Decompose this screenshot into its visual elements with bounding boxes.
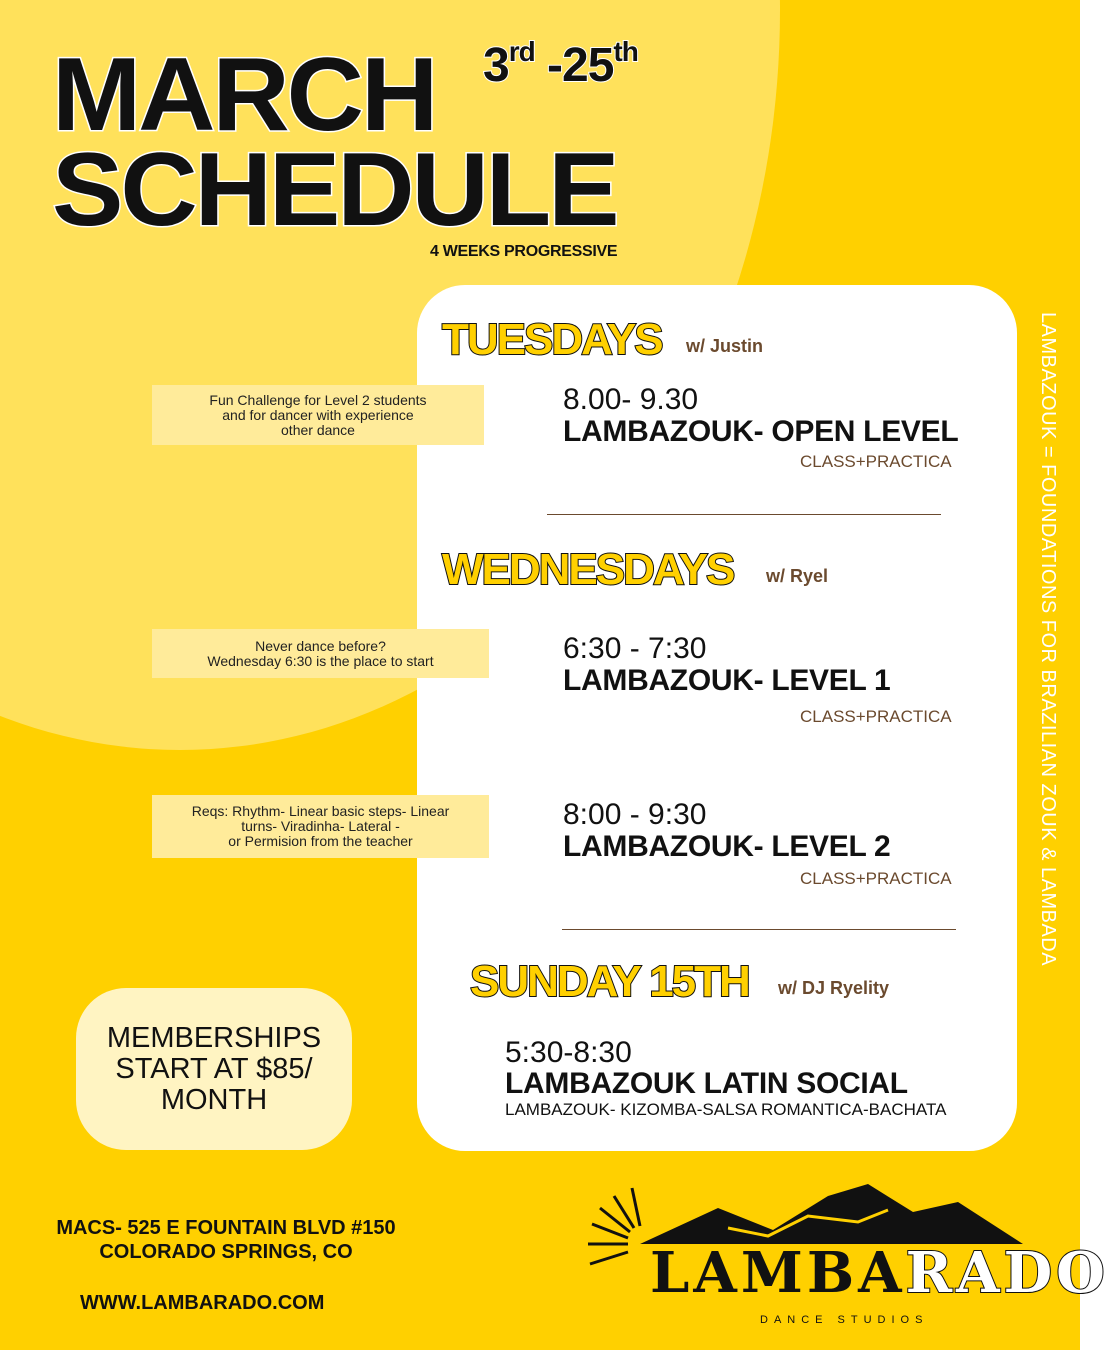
wednesday-class2-name: LAMBAZOUK- LEVEL 2: [563, 830, 891, 863]
sun-rays-icon: [588, 1188, 640, 1264]
date-start-suffix: rd: [508, 36, 535, 67]
website-link[interactable]: WWW.LAMBARADO.COM: [80, 1292, 325, 1314]
wednesday-class1-name: LAMBAZOUK- LEVEL 1: [563, 664, 891, 697]
tuesday-class-type: CLASS+PRACTICA: [800, 452, 952, 471]
sunday-time: 5:30-8:30: [505, 1036, 632, 1069]
logo-subtitle: DANCE STUDIOS: [760, 1314, 929, 1326]
date-range: [483, 38, 638, 93]
sunday-heading: SUNDAY 15TH: [470, 957, 749, 1006]
wednesday-instructor: w/ Ryel: [766, 566, 829, 586]
subtitle: 4 WEEKS PROGRESSIVE: [430, 243, 618, 260]
membership-badge: MEMBERSHIPS START AT $85/ MONTH: [76, 988, 352, 1150]
wednesday-class2-time: 8:00 - 9:30: [563, 798, 707, 831]
wednesday-heading: WEDNESDAYS: [442, 545, 734, 594]
logo-text-a: LAMBA: [650, 1240, 906, 1306]
date-separator: -: [534, 39, 563, 92]
sunday-event-name: LAMBAZOUK LATIN SOCIAL: [505, 1067, 908, 1100]
date-end: 25: [562, 39, 614, 92]
address: MACS- 525 E FOUNTAIN BLVD #150 COLORADO SPRINGS, CO: [56, 1217, 396, 1263]
divider: [562, 929, 956, 930]
wednesday-class1-time: 6:30 - 7:30: [563, 632, 707, 665]
tuesday-heading: TUESDAYS: [442, 315, 662, 364]
wednesday-class1-note: Never dance before? Wednesday 6:30 is the place to start: [152, 629, 489, 678]
title-line2: SCHEDULE: [52, 132, 617, 248]
logo-wordmark: [650, 1240, 1109, 1306]
side-tagline: LAMBAZOUK = FOUNDATIONS FOR BRAZILIAN ZOUK & LAMBADA: [1037, 312, 1059, 967]
date-start: 3: [483, 39, 509, 92]
sunday-instructor: w/ DJ Ryelity: [778, 978, 890, 998]
sunday-styles: LAMBAZOUK- KIZOMBA-SALSA ROMANTICA-BACHATA: [505, 1100, 947, 1119]
tuesday-time: 8.00- 9.30: [563, 383, 699, 416]
logo-text-b: RADO: [905, 1240, 1109, 1306]
date-end-suffix: th: [613, 36, 638, 67]
mountain-icon: [640, 1184, 1023, 1244]
tuesday-class-name: LAMBAZOUK- OPEN LEVEL: [563, 415, 959, 448]
tuesday-instructor: w/ Justin: [686, 336, 764, 356]
wednesday-class2-note: Reqs: Rhythm- Linear basic steps- Linear turns- Viradinha- Lateral - or Permision from the teacher: [152, 795, 489, 858]
wednesday-class2-type: CLASS+PRACTICA: [800, 869, 952, 888]
tuesday-note: Fun Challenge for Level 2 students and for dancer with experience other dance: [152, 385, 484, 445]
divider: [547, 514, 941, 515]
title-line1: MARCH: [52, 37, 436, 153]
wednesday-class1-type: CLASS+PRACTICA: [800, 707, 952, 726]
